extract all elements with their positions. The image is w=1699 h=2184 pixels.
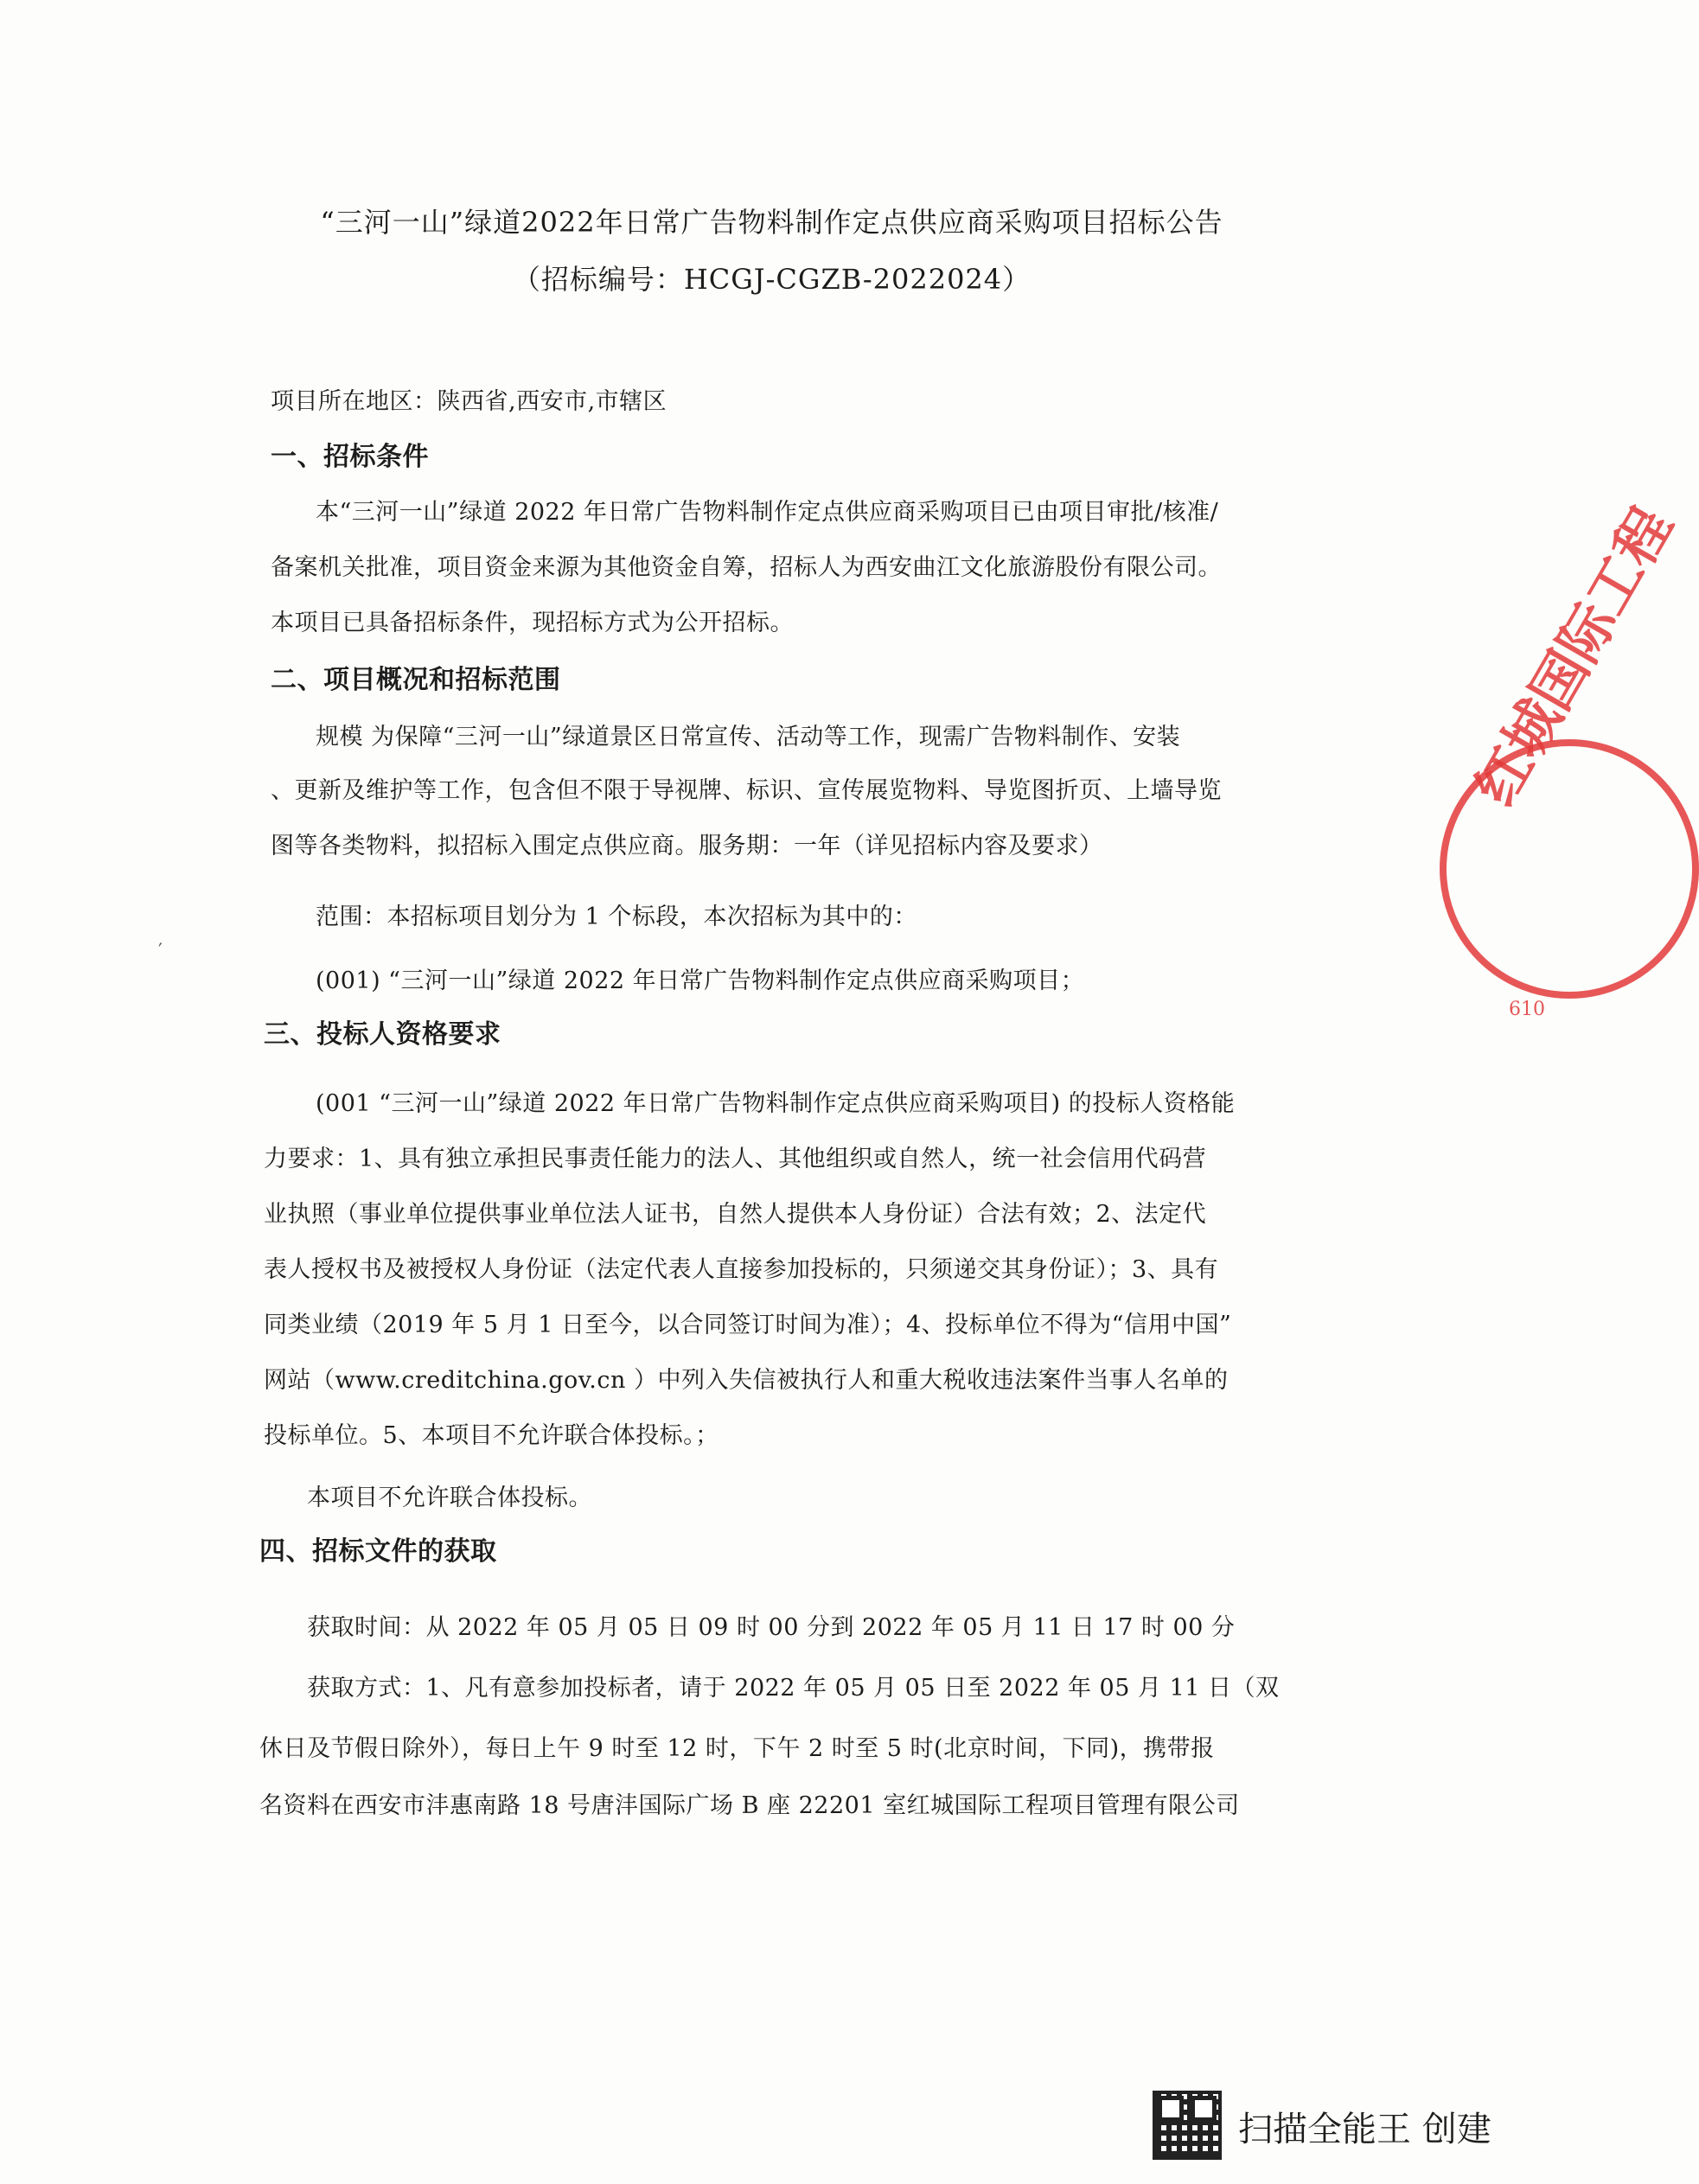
section-heading-2: 二、项目概况和招标范围: [271, 665, 561, 695]
document-title: “三河一山”绿道2022年日常广告物料制作定点供应商采购项目招标公告: [320, 206, 1223, 239]
scanner-watermark: 扫描全能王 创建: [1238, 2110, 1491, 2149]
seal-number: 610: [1509, 999, 1545, 1020]
section-heading-1: 一、招标条件: [271, 442, 429, 472]
paragraph-line: 休日及节假日除外），每日上午 9 时至 12 时，下午 2 时至 5 时(北京时间，下同)，携带报: [259, 1735, 1215, 1762]
paragraph-line: 获取方式：1、凡有意参加投标者，请于 2022 年 05 月 05 日至 2022 年 05 月 11 日（双: [307, 1675, 1280, 1702]
section-heading-4: 四、招标文件的获取: [259, 1536, 497, 1567]
paragraph-line: 表人授权书及被授权人身份证（法定代表人直接参加投标的，只须递交其身份证）；3、具有: [264, 1256, 1219, 1283]
paragraph-line: 图等各类物料，拟招标入围定点供应商。服务期：一年（详见招标内容及要求）: [271, 833, 1103, 859]
document-subtitle: （招标编号：HCGJ-CGZB-2022024）: [512, 263, 1032, 296]
qr-code-icon: [1153, 2091, 1222, 2160]
paragraph-line: 名资料在西安市沣惠南路 18 号唐沣国际广场 B 座 22201 室红城国际工程项目管理有限公司: [259, 1792, 1240, 1819]
paragraph-line: 同类业绩（2019 年 5 月 1 日至今，以合同签订时间为准）；4、投标单位不得为“信用中国”: [264, 1312, 1232, 1338]
section-heading-3: 三、投标人资格要求: [264, 1019, 501, 1050]
seal-text: 红城国际工程: [1463, 496, 1686, 817]
paragraph-line: 本项目已具备招标条件，现招标方式为公开招标。: [271, 610, 794, 636]
stray-mark: ′: [158, 941, 163, 962]
paragraph-line: 投标单位。5、本项目不允许联合体投标。；: [264, 1422, 719, 1449]
paragraph-line: (001) “三河一山”绿道 2022 年日常广告物料制作定点供应商采购项目；: [316, 967, 1085, 994]
paragraph-line: 网站（www.creditchina.gov.cn ）中列入失信被执行人和重大税收违法案件当事人名单的: [264, 1367, 1229, 1394]
project-location: 项目所在地区：陕西省,西安市,市辖区: [271, 388, 667, 415]
paragraph-line: 规模 为保障“三河一山”绿道景区日常宣传、活动等工作，现需广告物料制作、安装: [316, 724, 1181, 750]
paragraph-line: (001 “三河一山”绿道 2022 年日常广告物料制作定点供应商采购项目) 的投标人资格能: [316, 1090, 1236, 1117]
paragraph-line: 备案机关批准，项目资金来源为其他资金自筹，招标人为西安曲江文化旅游股份有限公司。: [271, 554, 1222, 581]
paragraph-line: 获取时间：从 2022 年 05 月 05 日 09 时 00 分到 2022 年 05 月 11 日 17 时 00 分: [307, 1614, 1236, 1641]
joint-bid-note: 本项目不允许联合体投标。: [307, 1485, 592, 1511]
paragraph-line: 本“三河一山”绿道 2022 年日常广告物料制作定点供应商采购项目已由项目审批/核准/: [316, 499, 1219, 526]
paragraph-line: 范围：本招标项目划分为 1 个标段，本次招标为其中的：: [316, 904, 917, 930]
paragraph-line: 力要求：1、具有独立承担民事责任能力的法人、其他组织或自然人，统一社会信用代码营: [264, 1146, 1207, 1172]
paragraph-line: 、更新及维护等工作，包含但不限于导视牌、标识、宣传展览物料、导览图折页、上墙导览: [271, 777, 1222, 804]
paragraph-line: 业执照（事业单位提供事业单位法人证书，自然人提供本人身份证）合法有效；2、法定代: [264, 1201, 1207, 1228]
